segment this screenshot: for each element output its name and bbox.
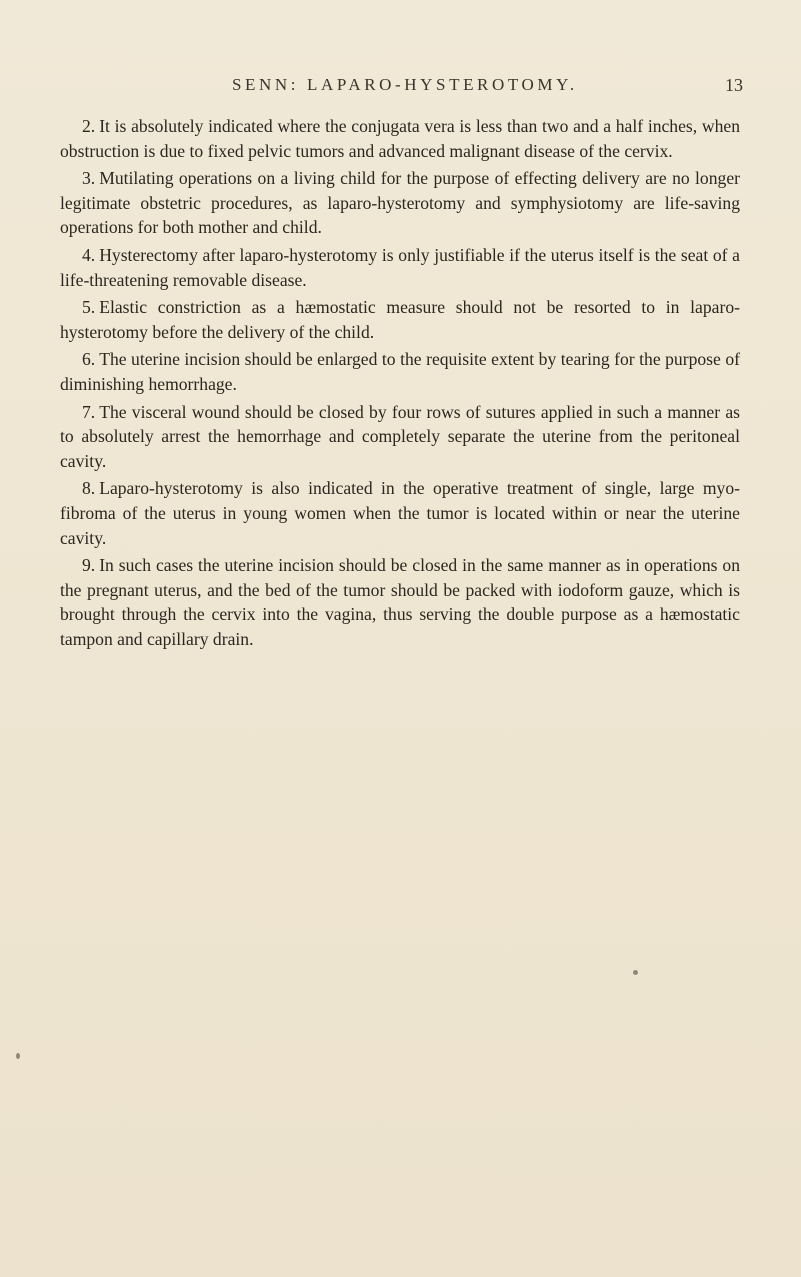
paragraph-number: 5. [82, 297, 96, 318]
paragraph-text: Elastic constriction as a hæmostatic measure should not be resorted to in laparo-hysterotomy before the delivery of the child. [60, 297, 740, 342]
body-text [60, 114, 740, 654]
paragraph-text: Hysterectomy after laparo-hysterotomy is only justifiable if the uterus itself is the seat of a life-threatening removable disease. [60, 244, 740, 290]
page-number: 13 [725, 75, 743, 95]
paragraph-8 [60, 476, 740, 550]
paragraph-text: Mutilating operations on a living child for the purpose of effecting delivery are no longer legitimate obstetric procedures, as laparo-hysterotomy and symphysiotomy are life-saving operations for both mother and child. [60, 168, 740, 238]
paragraph-4 [60, 243, 740, 292]
paragraph-text: In such cases the uterine incision should be closed in the same manner as in operations on the pregnant uterus, and the bed of the tumor should be packed with iodoform gauze, which is brought through the cervix into the vagina, thus serving the double purpose as a hæmostatic tampon and capillary drain. [60, 555, 740, 649]
running-title: SENN: LAPARO-HYSTEROTOMY. [232, 75, 578, 94]
paragraph-number: 2. [82, 116, 96, 136]
paragraph-text: The uterine incision should be enlarged to the requisite extent by tearing for the purpose of diminishing hemorrhage. [60, 349, 740, 394]
paragraph-number: 9. [82, 555, 96, 576]
paragraph-6 [60, 347, 740, 396]
ink-speck [633, 970, 638, 975]
paragraph-number: 7. [82, 401, 96, 422]
ink-speck [16, 1053, 20, 1059]
paragraph-5 [60, 295, 740, 344]
paragraph-number: 8. [82, 478, 96, 499]
paragraph-7 [60, 400, 740, 474]
running-head [0, 75, 801, 105]
paragraph-text: It is absolutely indicated where the conjugata vera is less than two and a half inches, when obstruction is due to fixed pelvic tumors and advanced malignant disease of the cervix. [60, 116, 740, 161]
paragraph-text: Laparo-hysterotomy is also indicated in the operative treatment of single, large myo-fibroma of the uterus in young women when the tumor is located within or near the uterine cavity. [60, 478, 740, 548]
paragraph-2 [60, 114, 740, 163]
paragraph-number: 4. [82, 244, 96, 265]
paragraph-text: The visceral wound should be closed by four rows of sutures applied in such a manner as to absolutely arrest the hemorrhage and completely separate the uterine from the peritoneal cavity. [60, 401, 740, 471]
paragraph-number: 3. [82, 168, 96, 189]
paragraph-number: 6. [82, 349, 96, 370]
paragraph-3 [60, 166, 740, 240]
paragraph-9 [60, 553, 740, 651]
